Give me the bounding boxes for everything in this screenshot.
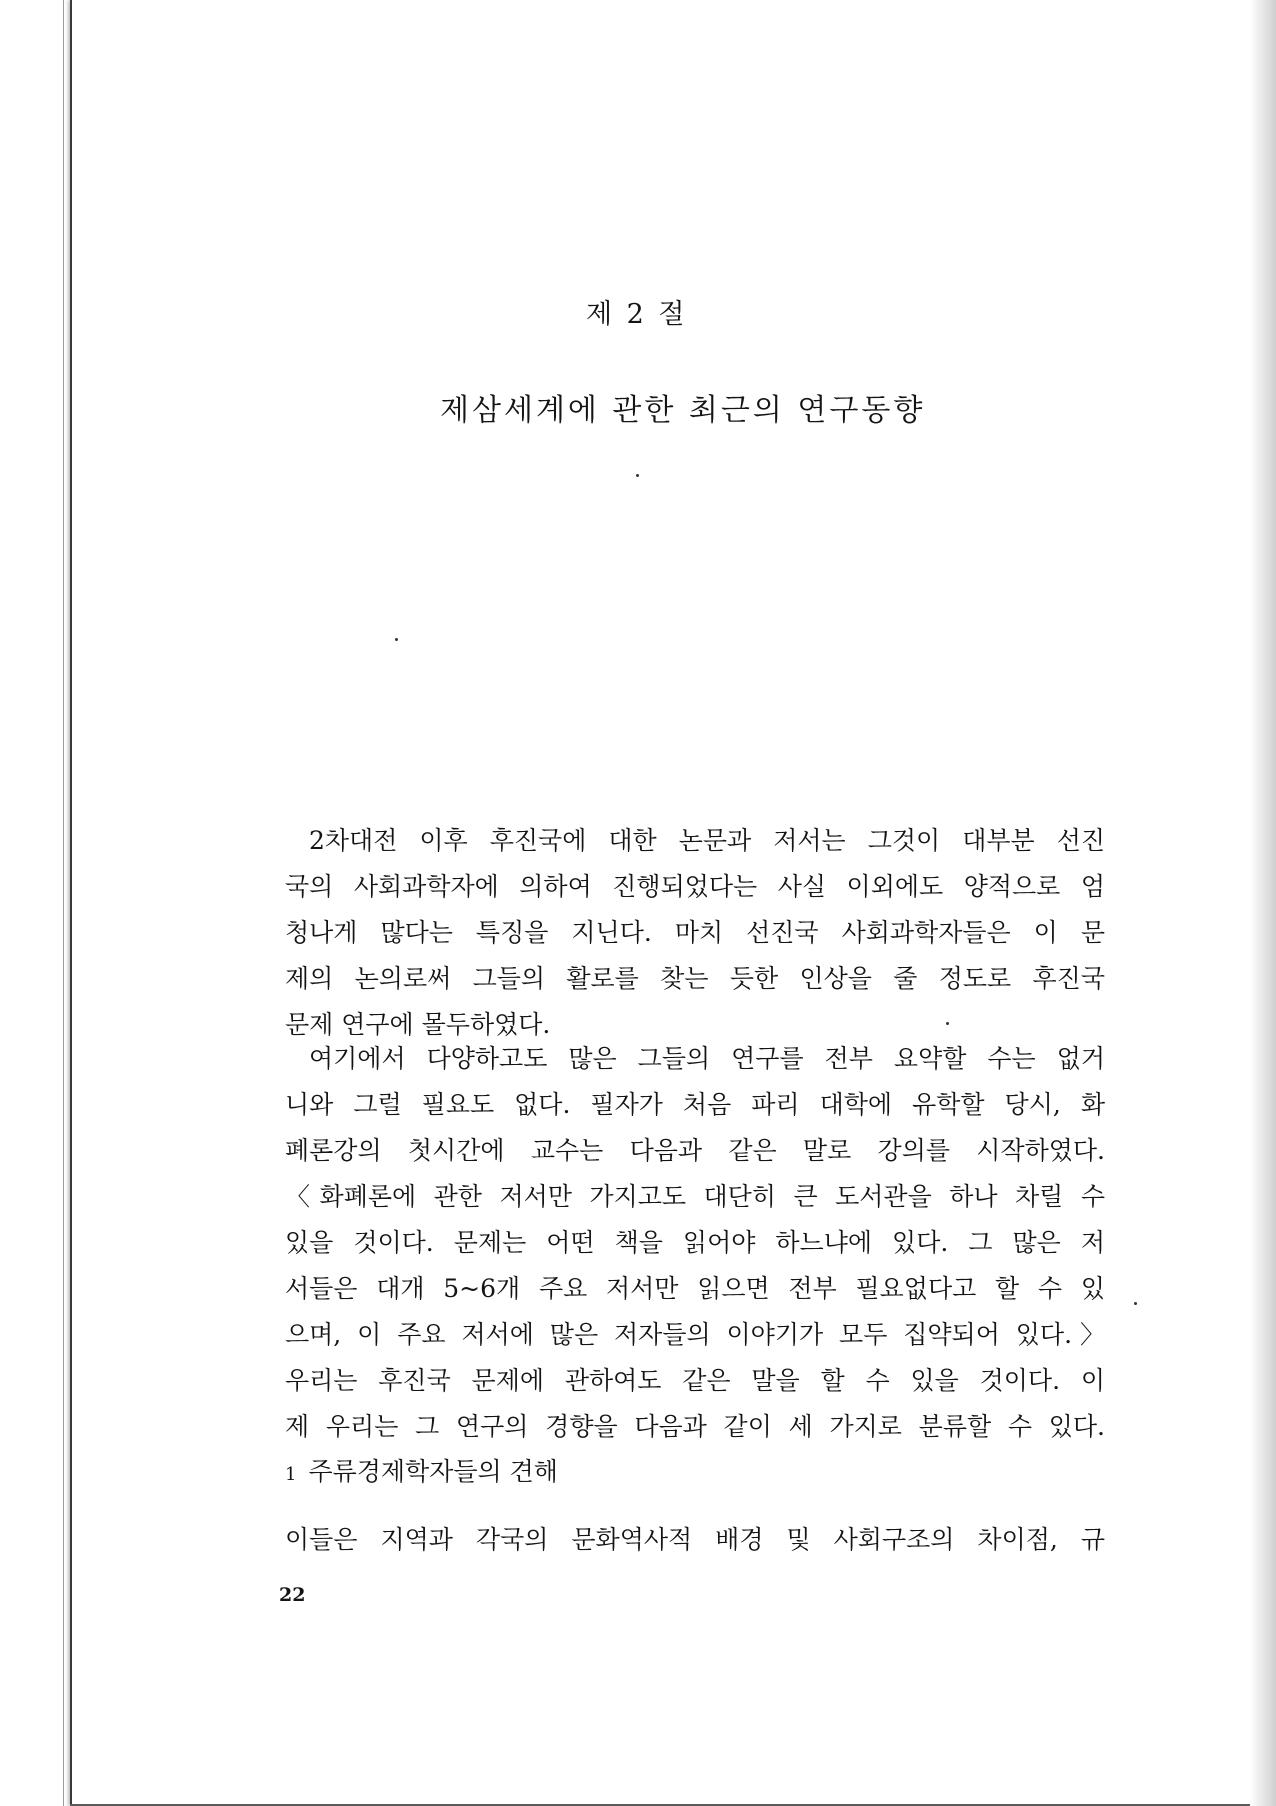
page-edge-shadow xyxy=(1250,0,1276,1806)
text-line: 으며, 이 주요 저서에 많은 저자들의 이야기가 모두 집약되어 있다.〉 xyxy=(285,1320,1105,1349)
text-line: 여기에서 다양하고도 많은 그들의 연구를 전부 요약할 수는 없거 xyxy=(309,1044,1105,1073)
scan-speck xyxy=(1134,1302,1137,1305)
text-line: 폐론강의 첫시간에 교수는 다음과 같은 말로 강의를 시작하였다. xyxy=(285,1136,1105,1165)
subsection-heading xyxy=(285,1452,558,1488)
paragraph-1 xyxy=(285,818,1105,1048)
text-line: 제 우리는 그 연구의 경향을 다음과 같이 세 가지로 분류할 수 있다. xyxy=(285,1412,1105,1441)
scan-speck xyxy=(395,638,398,641)
subsection-title: 주류경제학자들의 견해 xyxy=(308,1457,558,1486)
text-line: 2차대전 이후 후진국에 대한 논문과 저서는 그것이 대부분 선진 xyxy=(309,826,1105,855)
section-title: 제삼세계에 관한 최근의 연구동향 xyxy=(440,393,926,428)
text-line: 서들은 대개 5~6개 주요 저서만 읽으면 전부 필요없다고 할 수 있 xyxy=(285,1274,1105,1303)
subsection-number: 1 xyxy=(285,1464,297,1485)
text-line: 우리는 후진국 문제에 관하여도 같은 말을 할 수 있을 것이다. 이 xyxy=(285,1366,1105,1395)
text-line: 문제 연구에 몰두하였다. xyxy=(285,1010,551,1039)
scan-speck xyxy=(636,474,639,477)
text-line: 청나게 많다는 특징을 지닌다. 마치 선진국 사회과학자들은 이 문 xyxy=(285,918,1105,947)
page-number: 22 xyxy=(279,1584,306,1606)
text-line: 이들은 지역과 각국의 문화역사적 배경 및 사회구조의 차이점, 규 xyxy=(285,1525,1105,1554)
text-line: 〈화폐론에 관한 저서만 가지고도 대단히 큰 도서관을 하나 차릴 수 xyxy=(285,1182,1105,1211)
paragraph-2 xyxy=(285,1036,1105,1450)
text-line: 국의 사회과학자에 의하여 진행되었다는 사실 이외에도 양적으로 엄 xyxy=(285,872,1105,901)
section-number: 제 2 절 xyxy=(586,299,688,330)
text-line: 있을 것이다. 문제는 어떤 책을 읽어야 하느냐에 있다. 그 많은 저 xyxy=(285,1228,1105,1257)
text-line: 제의 논의로써 그들의 활로를 찾는 듯한 인상을 줄 정도로 후진국 xyxy=(285,964,1105,993)
paragraph-3 xyxy=(285,1517,1105,1563)
text-line: 니와 그럴 필요도 없다. 필자가 처음 파리 대학에 유학할 당시, 화 xyxy=(285,1090,1105,1119)
